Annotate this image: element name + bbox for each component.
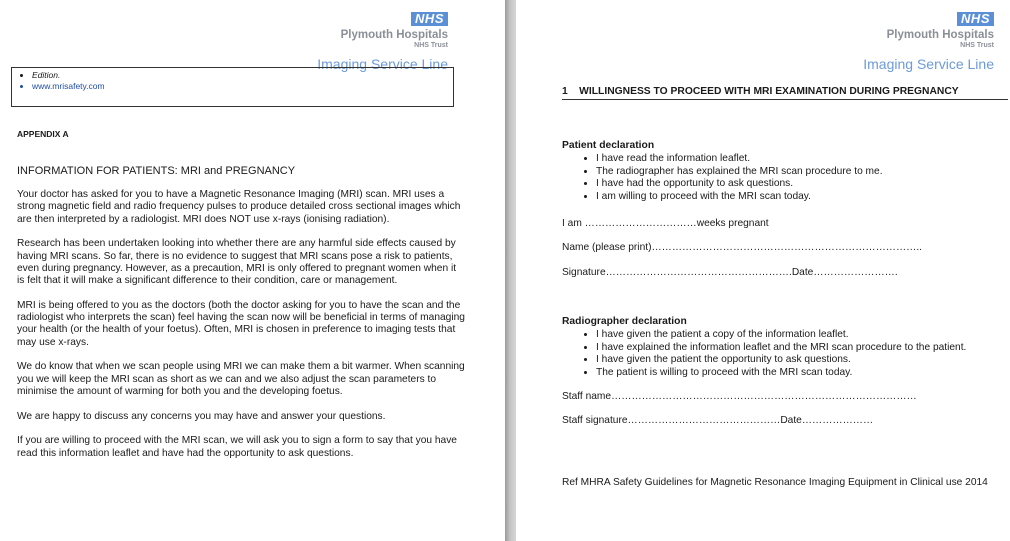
- reference-edition: • Edition.: [32, 70, 453, 81]
- organisation-name: Plymouth Hospitals: [340, 29, 448, 41]
- paragraph: We do know that when we scan people using MRI we can make them a bit warmer. When scanning you we will keep the MRI scan as short as we can and we also adjust the scan parameters to minimise the amount of warming for both you and the developing foetus.: [17, 361, 465, 398]
- section-title: 1 WILLINGNESS TO PROCEED WITH MRI EXAMINATION DURING PREGNANCY: [562, 86, 1008, 100]
- reference-link[interactable]: • www.mrisafety.com: [32, 81, 453, 92]
- right-document-page: [516, 0, 1010, 541]
- patient-signature-field[interactable]: Signature……………………………………………….Date…………………….: [562, 267, 898, 278]
- footer-reference: Ref MHRA Safety Guidelines for Magnetic Resonance Imaging Equipment in Clinical use 2014: [562, 477, 988, 488]
- organisation-name: Plymouth Hospitals: [886, 29, 994, 41]
- patient-information-text: [17, 189, 465, 472]
- staff-signature-field[interactable]: Staff signature………………………………………Date…………………: [562, 415, 874, 426]
- trust-name: NHS Trust: [414, 42, 448, 49]
- reference-box: [11, 67, 454, 107]
- patient-declaration-list: [562, 153, 1010, 203]
- page-gutter: [505, 0, 516, 541]
- paragraph: We are happy to discuss any concerns you may have and answer your questions.: [17, 410, 386, 422]
- list-item: • The patient is willing to proceed with the MRI scan today.: [596, 367, 1010, 380]
- list-item: • I am willing to proceed with the MRI scan today.: [596, 191, 1010, 204]
- radiographer-declaration-list: [562, 329, 1010, 379]
- patient-name-field[interactable]: Name (please print)……………………………………………………………………..: [562, 242, 922, 253]
- appendix-label: APPENDIX A: [17, 129, 69, 139]
- list-item: • The radiographer has explained the MRI scan procedure to me.: [596, 166, 1010, 179]
- service-line-title: Imaging Service Line: [317, 56, 448, 72]
- weeks-pregnant-field[interactable]: I am ……………………………weeks pregnant: [562, 218, 769, 229]
- service-line-title: Imaging Service Line: [863, 56, 994, 72]
- radiographer-declaration-heading: Radiographer declaration: [562, 316, 687, 327]
- list-item: • I have explained the information leaflet and the MRI scan procedure to the patient.: [596, 342, 1010, 355]
- trust-name: NHS Trust: [960, 42, 994, 49]
- staff-name-field[interactable]: Staff name………………………………………………………………………………: [562, 391, 917, 402]
- list-item: • I have given the patient a copy of the information leaflet.: [596, 329, 1010, 342]
- nhs-badge: NHS: [957, 12, 994, 26]
- list-item: • I have read the information leaflet.: [596, 153, 1010, 166]
- paragraph: MRI is being offered to you as the doctors (both the doctor asking for you to have the scan and the radiologist who interprets the scan) feel having the scan now will be beneficial in terms of managing your health (or the health of your foetus). Often, MRI is chosen in preference to imaging tests that may use x-rays.: [17, 299, 465, 348]
- paragraph: If you are willing to proceed with the MRI scan, we will ask you to sign a form to say that you have read this information leaflet and have had the opportunity to ask questions.: [17, 435, 457, 459]
- nhs-badge: NHS: [411, 12, 448, 26]
- list-item: • I have had the opportunity to ask questions.: [596, 178, 1010, 191]
- info-title: INFORMATION FOR PATIENTS: MRI and PREGNANCY: [17, 165, 296, 177]
- list-item: • I have given the patient the opportunity to ask questions.: [596, 354, 1010, 367]
- paragraph: Your doctor has asked for you to have a Magnetic Resonance Imaging (MRI) scan. MRI uses a strong magnetic field and radio frequency pulses to produce detailed cross sectional images which are then interpreted by a radiologist. MRI does NOT use x-rays (ionising radiation).: [17, 189, 461, 225]
- patient-declaration-heading: Patient declaration: [562, 140, 655, 151]
- nhs-trust-logo: [854, 10, 994, 72]
- paragraph: Research has been undertaken looking into whether there are any harmful side effects caused by having MRI scans. So far, there is no evidence to suggest that MRI scans pose a risk to patients, even during pregnancy. However, as a precaution, MRI is only offered to pregnant women when it is felt that it will make a significant difference to their condition, care or management.: [17, 238, 457, 287]
- nhs-trust-logo: [308, 10, 448, 72]
